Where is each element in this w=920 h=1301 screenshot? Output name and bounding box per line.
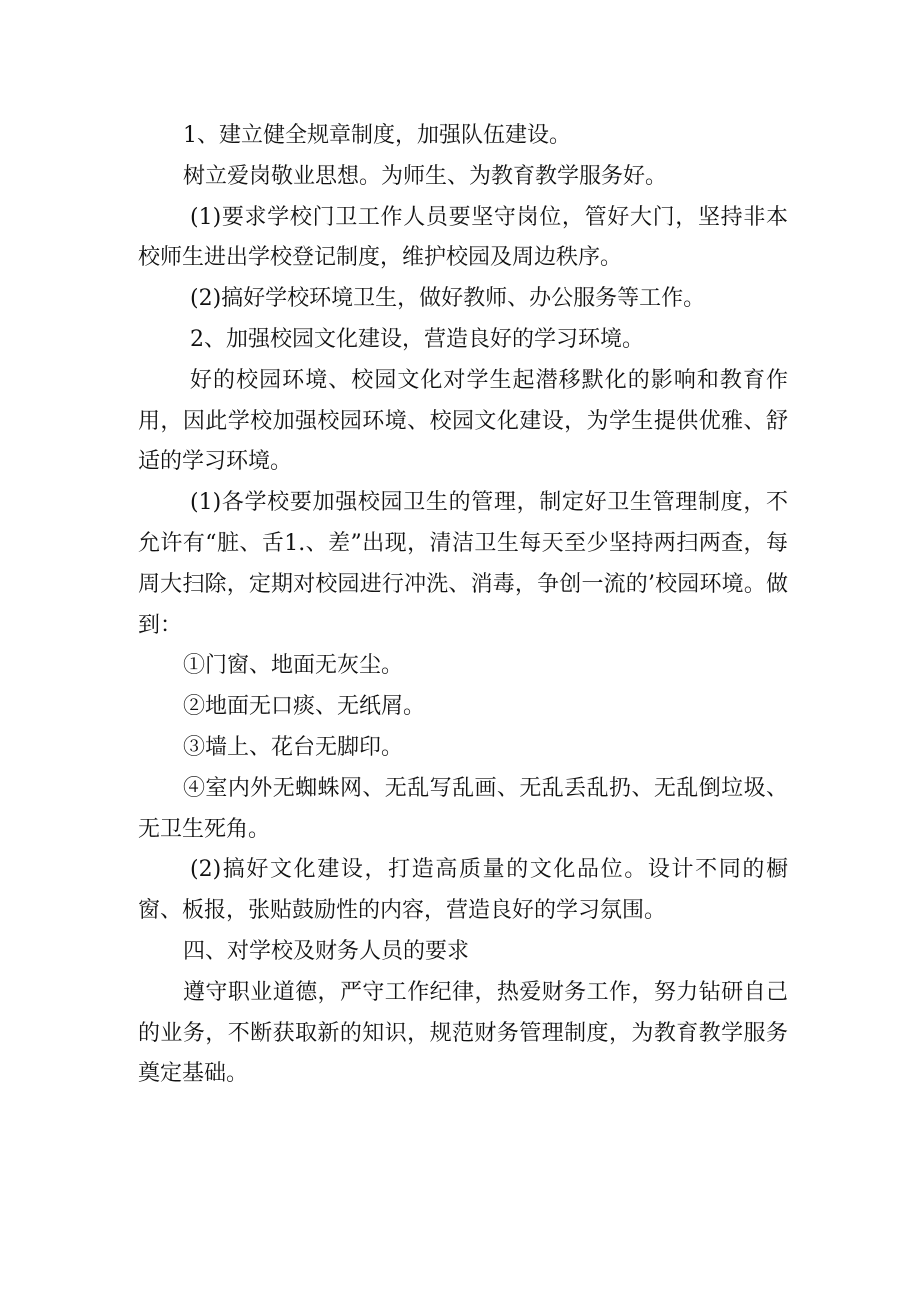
section-heading-2: 2、加强校园文化建设，营造良好的学习环境。 [190,326,644,352]
list-item: ③墙上、花台无脚印。 [183,734,404,760]
paragraph: 树立爱岗敬业思想。为师生、为教育教学服务好。 [183,163,668,189]
section-heading-4: 四、对学校及财务人员的要求 [183,938,470,964]
list-item: ②地面无口痰、无纸屑。 [183,694,426,720]
paragraph: 好的校园环境、校园文化对学生起潜移默化的影响和教育作用，因此学校加强校园环境、校园文化建设，为学生提供优雅、舒适的学习环境。 [138,367,788,475]
paragraph-item: (2)搞好学校环境卫生，做好教师、办公服务等工作。 [190,286,706,312]
list-item: ④室内外无蜘蛛网、无乱写乱画、无乱丢乱扔、无乱倒垃圾、无卫生死角。 [138,775,788,842]
paragraph-item: (1)要求学校门卫工作人员要坚守岗位，管好大门，坚持非本校师生进出学校登记制度，维护校园及周边秩序。 [138,204,788,271]
list-item: ①门窗、地面无灰尘。 [183,653,404,679]
section-heading-1: 1、建立健全规章制度，加强队伍建设。 [183,123,571,148]
paragraph: 遵守职业道德，严守工作纪律，热爱财务工作，努力钻研自己的业务，不断获取新的知识，规范财务管理制度，为教育教学服务奠定基础。 [138,979,788,1087]
paragraph-item: (2)搞好文化建设，打造高质量的文化品位。设计不同的橱窗、板报，张贴鼓励性的内容，营造良好的学习氛围。 [138,857,788,924]
paragraph-item: (1)各学校要加强校园卫生的管理，制定好卫生管理制度，不允许有“脏、舌1.、差”出现，清洁卫生每天至少坚持两扫两查，每周大扫除，定期对校园进行冲洗、消毒，争创一流的’校园环境。做到： [138,490,788,638]
document-body [138,116,788,1095]
